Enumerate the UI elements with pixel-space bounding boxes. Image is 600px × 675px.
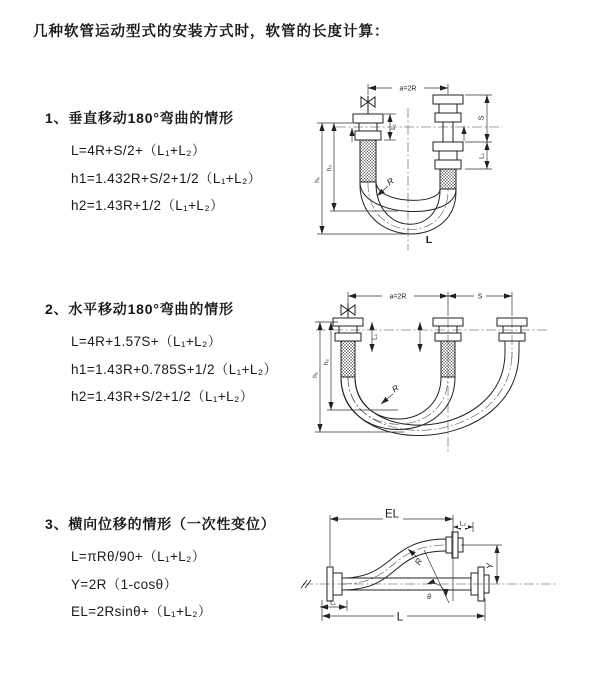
braided-hose xyxy=(341,341,355,377)
hose-s-curve xyxy=(342,539,446,578)
page-title: 几种软管运动型式的安装方式时，软管的长度计算： xyxy=(33,24,390,40)
section-1-heading: 1、垂直移动180°弯曲的情形 xyxy=(45,110,234,126)
diagram-vertical-180-bend xyxy=(312,72,552,257)
dim-label-s: S xyxy=(476,115,486,121)
formula-line: Y=2R（1-cosθ） xyxy=(71,576,178,592)
formula-line: L=4R+S/2+（L₁+L₂） xyxy=(71,143,206,158)
dim-label-l1: L₁ xyxy=(330,599,336,607)
dim-label-h1: h₁ xyxy=(314,177,321,183)
dim-label-l1: L₁ xyxy=(371,334,379,340)
dim-label-l1-right: L₁ xyxy=(478,153,486,159)
formula-line: h1=1.43R+0.785S+1/2（L₁+L₂） xyxy=(71,361,278,377)
diagram-horizontal-180-bend xyxy=(310,286,562,458)
dim-label-a2r: a=2R xyxy=(399,85,417,93)
braided-hose xyxy=(360,140,376,182)
radius-label: R xyxy=(384,175,396,188)
section-vertical-motion xyxy=(45,108,262,220)
diagram-lateral-displacement xyxy=(298,505,598,640)
dim-label-l: L xyxy=(396,611,404,624)
braided-hose xyxy=(440,169,456,189)
dim-label-a2r: a=2R xyxy=(389,293,407,301)
dim-label-h2: h₂ xyxy=(326,164,333,172)
flange xyxy=(433,95,463,104)
dimension-lines xyxy=(320,515,502,621)
hose-bend xyxy=(341,377,455,430)
radius-label: R xyxy=(412,556,425,567)
formula-line: h1=1.432R+S/2+1/2（L₁+L₂） xyxy=(71,170,262,186)
formula-line: L=πRθ/90+（L₁+L₂） xyxy=(71,549,206,564)
dim-label-h2: h₂ xyxy=(323,358,330,366)
dim-label-l1-left: L₁ xyxy=(390,124,397,130)
section-horizontal-motion xyxy=(45,299,277,411)
dim-label-h1: h₁ xyxy=(312,372,319,378)
dim-label-y: Y xyxy=(485,562,495,570)
dim-label-l2: L₂ xyxy=(459,520,467,528)
braided-hose xyxy=(441,341,455,377)
length-label: L xyxy=(425,234,433,246)
dim-label-s: S xyxy=(477,293,483,301)
formula-line: EL=2Rsinθ+（L₁+L₂） xyxy=(71,604,212,619)
formula-line: L=4R+1.57S+（L₁+L₂） xyxy=(71,334,222,349)
radius-label: R xyxy=(389,382,401,395)
section-lateral-displacement xyxy=(45,514,276,626)
radius-leader xyxy=(381,394,393,404)
formula-line: h2=1.43R+1/2（L₁+L₂） xyxy=(71,198,224,213)
angle-label: θ xyxy=(427,594,431,601)
formula-line: h2=1.43R+S/2+1/2（L₁+L₂） xyxy=(71,389,254,404)
section-3-heading: 3、横向位移的情形（一次性变位） xyxy=(45,516,276,532)
dim-label-el: EL xyxy=(384,508,400,521)
flange xyxy=(353,114,383,123)
section-2-heading: 2、水平移动180°弯曲的情形 xyxy=(45,301,234,317)
